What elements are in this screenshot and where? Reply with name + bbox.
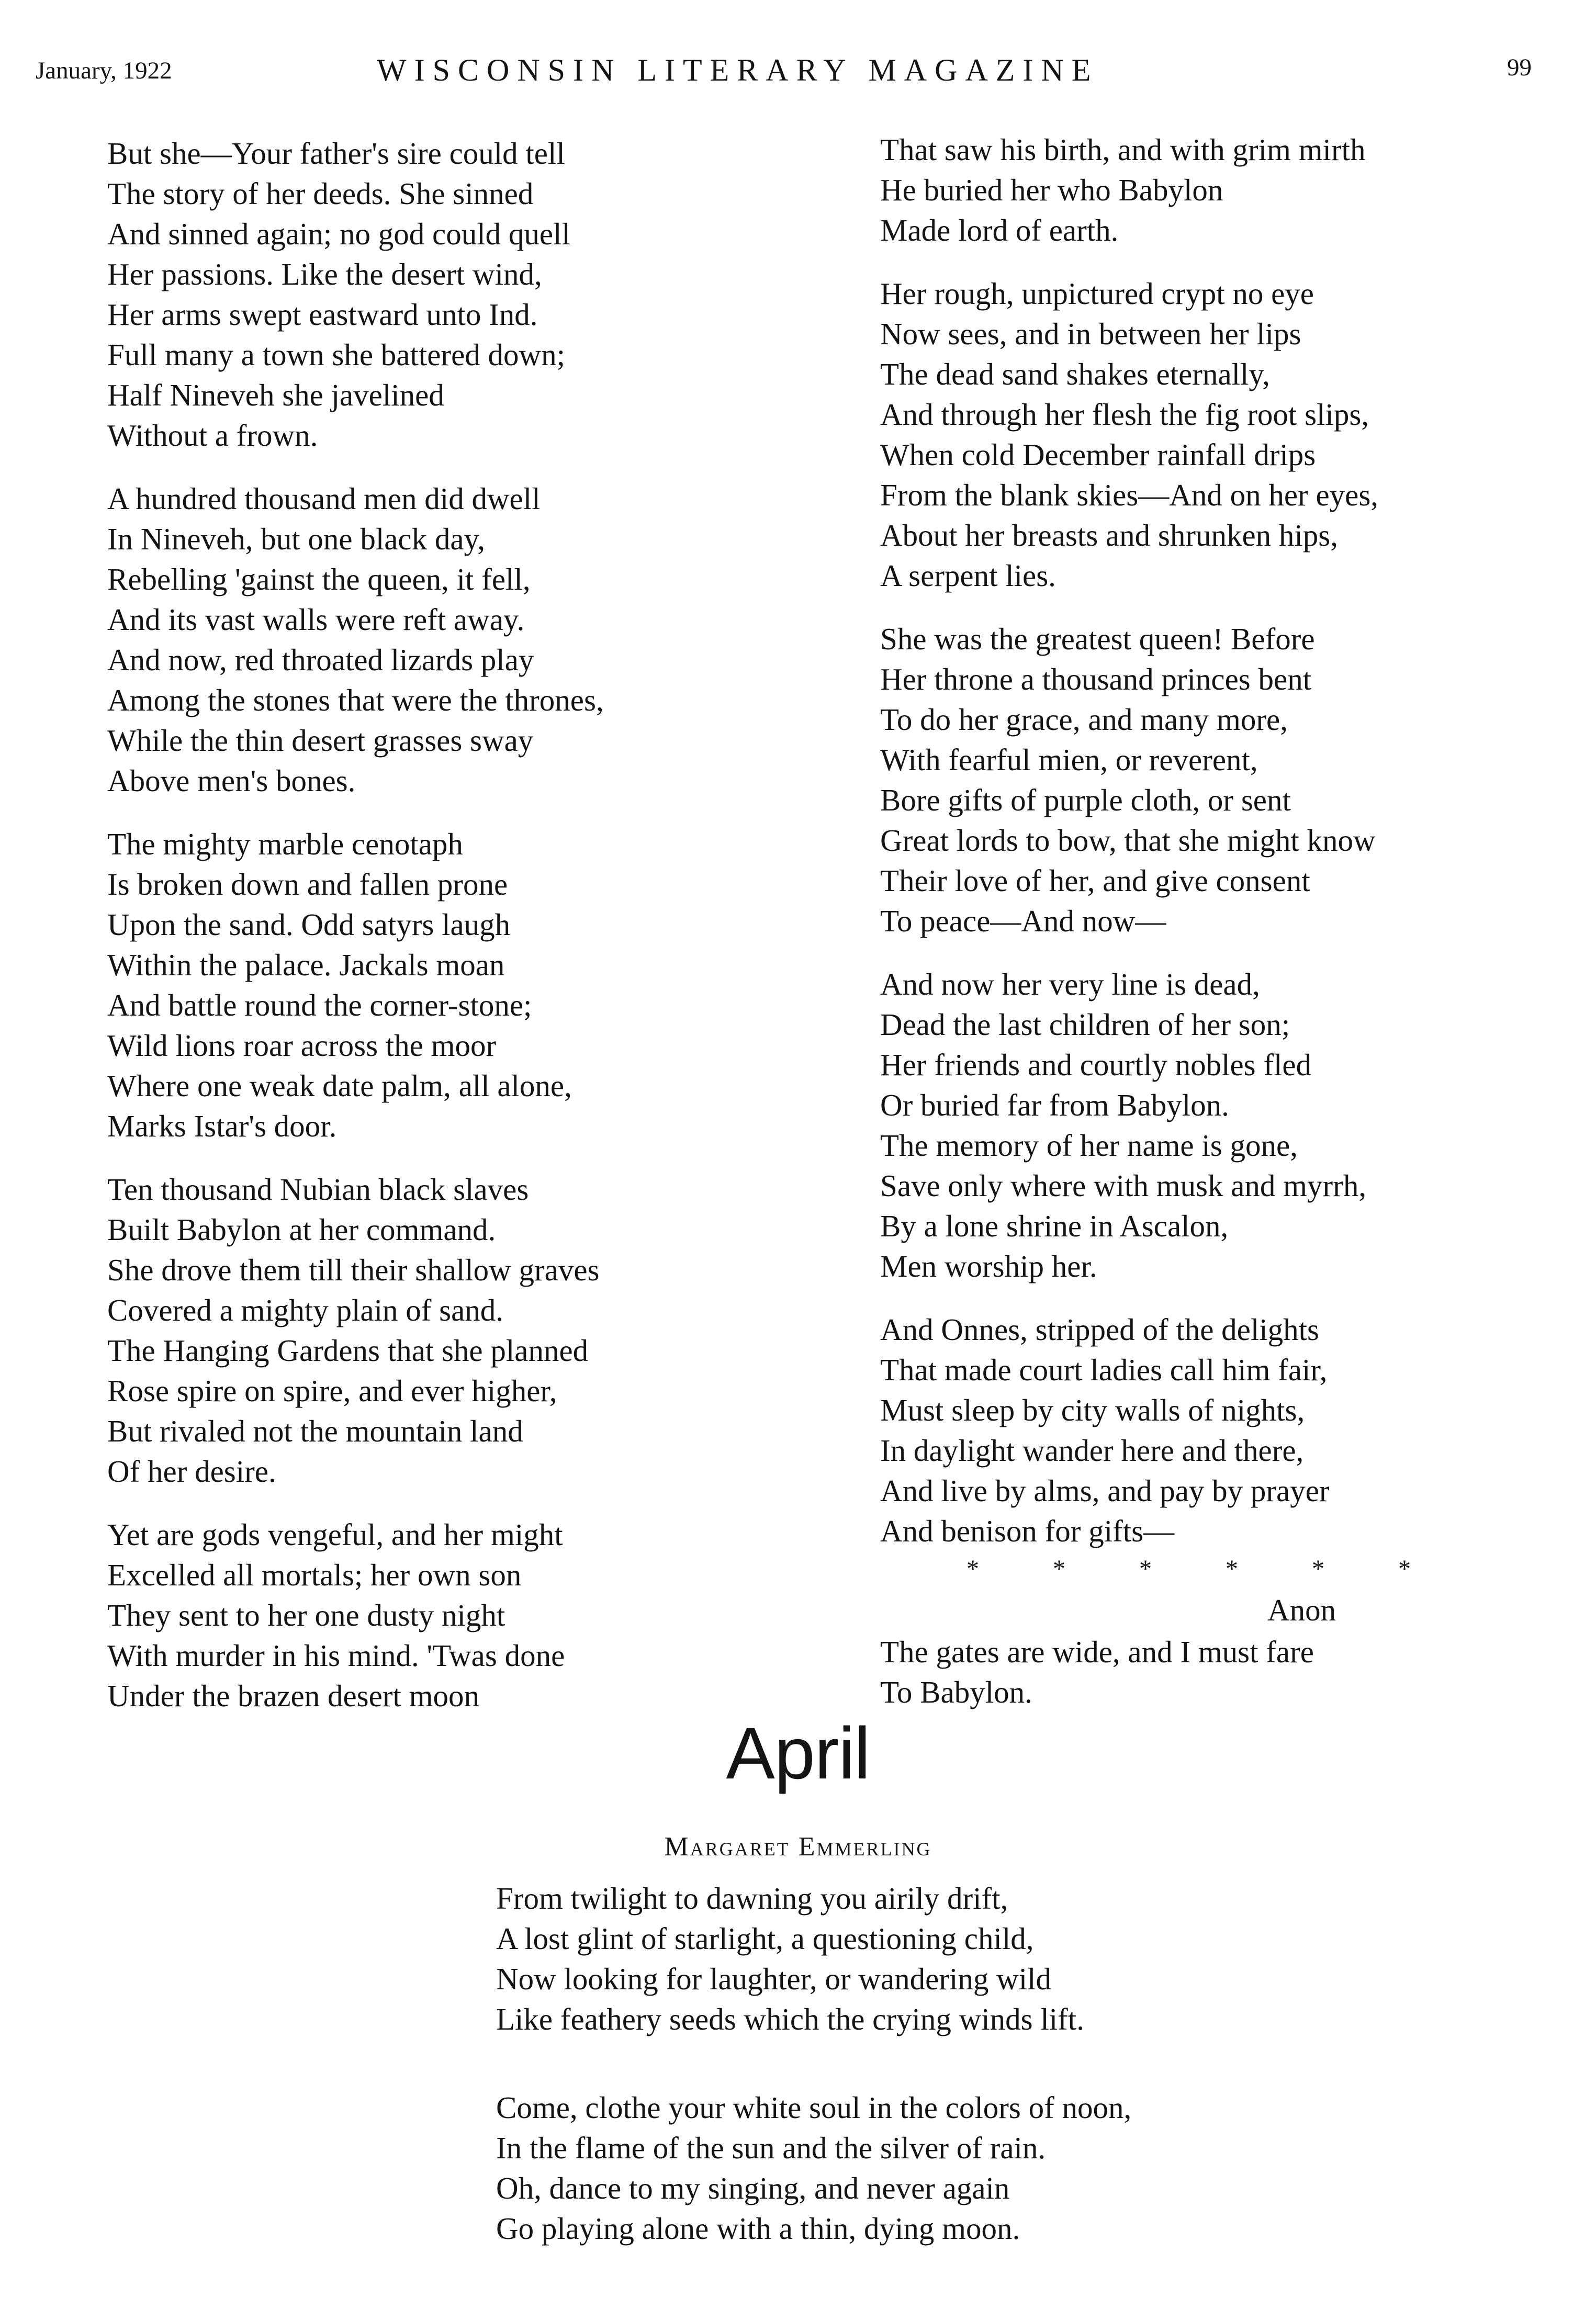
poem-line: With murder in his mind. 'Twas done: [107, 1638, 565, 1673]
stanza: [496, 1878, 1386, 2040]
stanza: [880, 274, 1560, 596]
poem-line: Under the brazen desert moon: [107, 1679, 479, 1713]
poem-line: Made lord of earth.: [880, 213, 1119, 247]
poem-line: Her friends and courtly nobles fled: [880, 1048, 1312, 1082]
poem-line: Oh, dance to my singing, and never again: [496, 2171, 1010, 2205]
poem-line: Like feathery seeds which the crying winds lift.: [496, 2002, 1084, 2036]
separator-star: *: [1053, 1555, 1065, 1583]
poem-line: Yet are gods vengeful, and her might: [107, 1517, 563, 1552]
poem-line: Within the palace. Jackals moan: [107, 948, 505, 982]
poem-line: About her breasts and shrunken hips,: [880, 518, 1339, 553]
poem-line: They sent to her one dusty night: [107, 1598, 505, 1632]
separator-star: *: [1226, 1555, 1238, 1583]
poem-line: Without a frown.: [107, 418, 318, 453]
stanza: [496, 2088, 1386, 2249]
poem-line: Her passions. Like the desert wind,: [107, 257, 542, 291]
poem-line: She was the greatest queen! Before: [880, 622, 1315, 656]
poem-line: But she—Your father's sire could tell: [107, 136, 565, 171]
stanza: [880, 619, 1560, 941]
poem-title: April: [726, 1712, 870, 1794]
stanza: [880, 130, 1560, 251]
poem-line: Built Babylon at her command.: [107, 1212, 496, 1247]
poem-line: From the blank skies—And on her eyes,: [880, 478, 1379, 512]
poem-line: In daylight wander here and there,: [880, 1433, 1304, 1468]
closing-lines: [880, 1632, 1560, 1713]
stanza: [107, 1515, 788, 1716]
poem-line: The mighty marble cenotaph: [107, 827, 463, 861]
poem-line: Full many a town she battered down;: [107, 337, 566, 372]
poem-line: That saw his birth, and with grim mirth: [880, 132, 1366, 167]
poem-line: Great lords to bow, that she might know: [880, 823, 1376, 858]
poem-line: The dead sand shakes eternally,: [880, 357, 1270, 391]
poem-line: The gates are wide, and I must fare: [880, 1635, 1314, 1669]
poem-line: Or buried far from Babylon.: [880, 1088, 1229, 1122]
poem-line: A hundred thousand men did dwell: [107, 481, 541, 516]
poem-line: Above men's bones.: [107, 763, 356, 798]
poem-line: Her throne a thousand princes bent: [880, 662, 1312, 696]
poem-line: She drove them till their shallow graves: [107, 1253, 600, 1287]
poem-line: Her arms swept eastward unto Ind.: [107, 297, 538, 332]
poem-line: Half Nineveh she javelined: [107, 378, 444, 412]
poem-line: Where one weak date palm, all alone,: [107, 1068, 572, 1103]
issue-date: January, 1922: [36, 57, 172, 84]
poem-line: Upon the sand. Odd satyrs laugh: [107, 907, 511, 942]
poem-line: And now, red throated lizards play: [107, 643, 534, 677]
poem-line: A lost glint of starlight, a questioning child,: [496, 1921, 1034, 1956]
stanza: [880, 964, 1560, 1287]
poem-author: Margaret Emmerling: [664, 1832, 932, 1862]
poem-line: Must sleep by city walls of nights,: [880, 1393, 1305, 1427]
stanza: [107, 1169, 788, 1492]
poem-line: Wild lions roar across the moor: [107, 1028, 497, 1063]
poem-line: While the thin desert grasses sway: [107, 723, 534, 758]
poem-line: And through her flesh the fig root slips,: [880, 397, 1369, 432]
stanza: [107, 133, 788, 456]
poem-line: To do her grace, and many more,: [880, 702, 1288, 737]
poem-line: The Hanging Gardens that she planned: [107, 1333, 589, 1368]
page-number: 99: [1507, 54, 1532, 81]
poem-line: To Babylon.: [880, 1675, 1032, 1709]
poem-line: Now looking for laughter, or wandering wild: [496, 1962, 1052, 1996]
poem-line: Of her desire.: [107, 1454, 276, 1489]
poem-line: Their love of her, and give consent: [880, 863, 1310, 898]
poem-line: Now sees, and in between her lips: [880, 317, 1301, 351]
poem-line: The memory of her name is gone,: [880, 1128, 1298, 1163]
poem-line: In the flame of the sun and the silver of rain.: [496, 2131, 1046, 2165]
stanza-separator: [966, 1548, 1560, 1590]
stanza: [107, 824, 788, 1146]
stanza: [880, 1310, 1560, 1551]
poem-line: Rebelling 'gainst the queen, it fell,: [107, 562, 531, 596]
april-poem: [496, 1878, 1386, 2297]
poem-line: Come, clothe your white soul in the colors of noon,: [496, 2090, 1132, 2125]
poem-line: And live by alms, and pay by prayer: [880, 1473, 1330, 1508]
poem-line: And sinned again; no god could quell: [107, 217, 570, 251]
poem-line: Rose spire on spire, and ever higher,: [107, 1373, 557, 1408]
poem-line: And benison for gifts—: [880, 1514, 1175, 1548]
magazine-title: WISCONSIN LITERARY MAGAZINE: [377, 53, 1099, 87]
poem-line: Is broken down and fallen prone: [107, 867, 508, 902]
poem-line: The story of her deeds. She sinned: [107, 176, 534, 211]
poem-line: That made court ladies call him fair,: [880, 1353, 1328, 1387]
poem-line: Excelled all mortals; her own son: [107, 1558, 522, 1592]
poem-line: Ten thousand Nubian black slaves: [107, 1172, 529, 1207]
right-column: [880, 130, 1560, 1713]
poem-line: And now her very line is dead,: [880, 967, 1260, 1001]
poem-line: Men worship her.: [880, 1249, 1097, 1283]
poem-line: With fearful mien, or reverent,: [880, 742, 1258, 777]
poem-line: Dead the last children of her son;: [880, 1007, 1290, 1042]
poem-line: Save only where with musk and myrrh,: [880, 1168, 1367, 1203]
poem-line: By a lone shrine in Ascalon,: [880, 1209, 1229, 1243]
poem-line: When cold December rainfall drips: [880, 437, 1316, 472]
separator-star: *: [1398, 1555, 1411, 1583]
poem-line: Go playing alone with a thin, dying moon.: [496, 2211, 1020, 2246]
separator-star: *: [1139, 1555, 1152, 1583]
poem-line: And its vast walls were reft away.: [107, 602, 525, 637]
separator-star: *: [966, 1555, 979, 1583]
poem-line: A serpent lies.: [880, 558, 1056, 593]
poem-line: Covered a mighty plain of sand.: [107, 1293, 504, 1327]
right-column-stanzas: [880, 130, 1560, 1551]
poem-line: From twilight to dawning you airily drift,: [496, 1881, 1008, 1916]
poem-line: But rivaled not the mountain land: [107, 1414, 523, 1448]
poem-line: And Onnes, stripped of the delights: [880, 1312, 1319, 1347]
page-header: [0, 53, 1596, 98]
poem-line: Among the stones that were the thrones,: [107, 683, 604, 717]
poem-line: To peace—And now—: [880, 904, 1166, 938]
poem-line: Bore gifts of purple cloth, or sent: [880, 783, 1291, 817]
poem-line: Marks Istar's door.: [107, 1109, 337, 1143]
poem-line: In Nineveh, but one black day,: [107, 522, 485, 556]
left-column: [107, 133, 788, 1739]
poem-line: Her rough, unpictured crypt no eye: [880, 276, 1314, 311]
poem-line: And battle round the corner-stone;: [107, 988, 532, 1022]
poem-line: He buried her who Babylon: [880, 173, 1223, 207]
separator-star: *: [1312, 1555, 1324, 1583]
attribution: Anon: [1267, 1593, 1336, 1627]
stanza: [107, 479, 788, 801]
